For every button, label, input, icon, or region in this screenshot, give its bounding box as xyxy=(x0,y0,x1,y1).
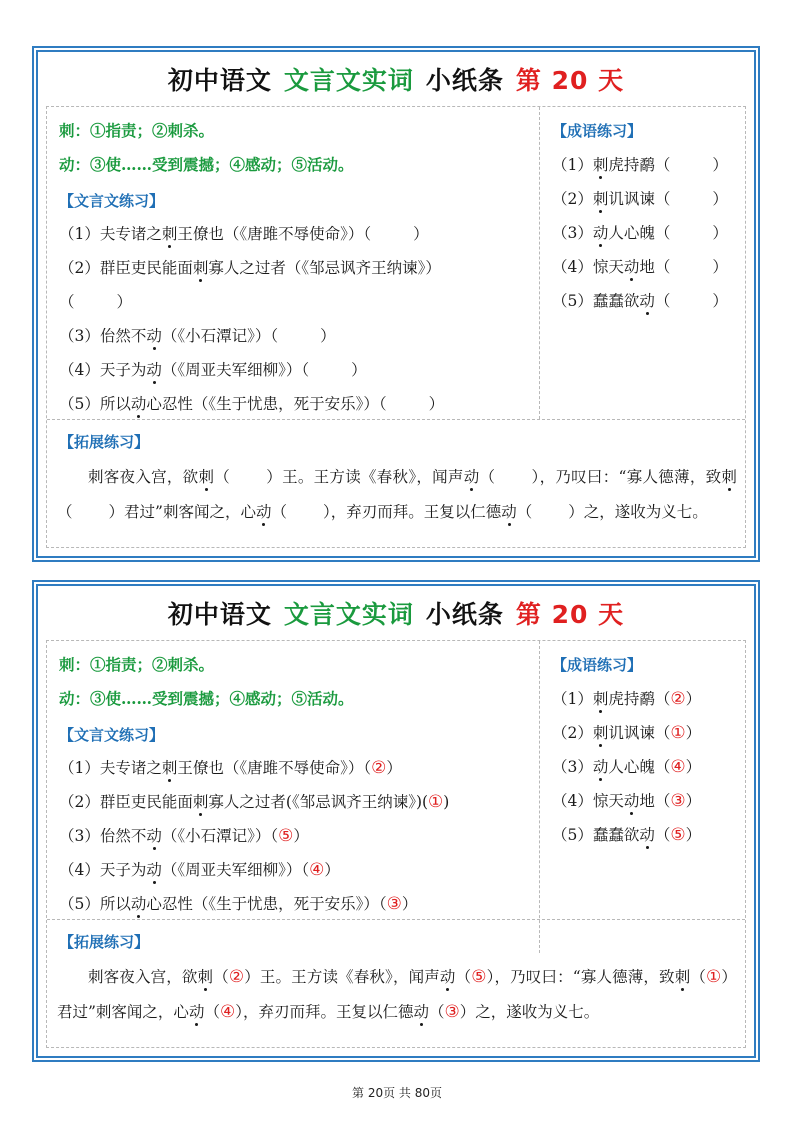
section-heading: 【拓展练习】 xyxy=(59,433,150,451)
wenyan-panel xyxy=(47,641,540,953)
section-heading: 【文言文练习】 xyxy=(59,192,165,210)
question-item-wrap: （ ） xyxy=(59,293,133,311)
answer: ④ xyxy=(670,757,686,777)
section-heading: 【成语练习】 xyxy=(552,656,643,674)
definition-ci: 刺：①指责；②刺杀。 xyxy=(59,655,215,674)
answer: ② xyxy=(670,689,686,709)
definition-ci: 刺：①指责；②刺杀。 xyxy=(59,121,215,140)
idiom-item: （5）蠢蠢欲动（ ） xyxy=(552,292,728,310)
answer: ③ xyxy=(386,894,402,914)
idiom-item: （3）动人心魄（④） xyxy=(552,757,702,777)
content-frame xyxy=(46,106,746,548)
section-heading: 【拓展练习】 xyxy=(59,933,150,951)
question-item: （3）佁然不动（《小石潭记》）（⑤） xyxy=(59,826,309,846)
answer: ④ xyxy=(309,860,325,880)
title-subject: 初中语文 xyxy=(167,66,272,95)
page-footer: 第 20页 共 80页 xyxy=(352,1086,442,1100)
idiom-item: （2）刺讥讽谏（ ） xyxy=(552,190,728,208)
answer: ① xyxy=(428,792,444,812)
answer: ④ xyxy=(219,1002,236,1022)
question-item: （2）群臣吏民能面刺寡人之过者（《邹忌讽齐王纳谏》） xyxy=(59,259,441,277)
question-item: （4）天子为动（《周亚夫军细柳》）（ ） xyxy=(59,361,367,379)
title-type: 小纸条 xyxy=(425,66,504,95)
extension-paragraph: 刺客夜入宫，欲刺（②）王。王方读《春秋》，闻声动（⑤），乃叹曰：“寡人德薄，致刺（①）君过”刺客闻之，心动（④），弃刃而拜。王复以仁德动（③）之，遂收为义七。 xyxy=(57,967,737,1022)
answer: ① xyxy=(706,967,722,987)
idiom-item: （1）刺虎持鹬（②） xyxy=(552,689,702,709)
answer: ⑤ xyxy=(471,967,487,987)
question-item: （1）夫专诸之刺王僚也（《唐雎不辱使命》）（②） xyxy=(59,758,402,778)
definition-dong: 动：③使……受到震撼；④感动；⑤活动。 xyxy=(59,155,354,174)
section-heading: 【成语练习】 xyxy=(552,122,643,140)
question-item: （5）所以动心忍性（《生于忧患，死于安乐》）（ ） xyxy=(59,395,445,413)
answer-card xyxy=(36,584,756,1058)
card-title xyxy=(38,52,754,106)
card-title xyxy=(38,586,754,640)
exercise-card xyxy=(36,50,756,558)
title-topic: 文言文实词 xyxy=(283,66,414,95)
question-item: （4）天子为动（《周亚夫军细柳》）（④） xyxy=(59,860,340,880)
extension-paragraph: 刺客夜入宫，欲刺（ ）王。王方读《春秋》，闻声动（ ），乃叹曰：“寡人德薄，致刺（ ）君过”刺客闻之，心动（ ），弃刃而拜。王复以仁德动（ ）之，遂收为义七。 xyxy=(57,468,737,521)
question-item: （2）群臣吏民能面刺寡人之过者(《邹忌讽齐王纳谏》)(①) xyxy=(59,792,450,812)
idiom-item: （4）惊天动地（ ） xyxy=(552,258,728,276)
definition-dong: 动：③使……受到震撼；④感动；⑤活动。 xyxy=(59,689,354,708)
idiom-item: （4）惊天动地（③） xyxy=(552,791,702,811)
wenyan-panel xyxy=(47,107,540,419)
title-type: 小纸条 xyxy=(425,600,504,629)
question-item: （3）佁然不动（《小石潭记》）（ ） xyxy=(59,327,336,345)
question-item: （1）夫专诸之刺王僚也（《唐雎不辱使命》）（ ） xyxy=(59,225,429,243)
idiom-panel xyxy=(540,641,745,953)
idiom-item: （5）蠢蠢欲动（⑤） xyxy=(552,825,702,845)
title-day: 第 20 天 xyxy=(515,66,625,95)
answer: ⑤ xyxy=(670,825,686,845)
section-heading: 【文言文练习】 xyxy=(59,726,165,744)
question-item: （5）所以动心忍性（《生于忧患，死于安乐》）（③） xyxy=(59,894,418,914)
idiom-item: （1）刺虎持鹬（ ） xyxy=(552,156,728,174)
idiom-panel xyxy=(540,107,745,419)
title-day: 第 20 天 xyxy=(515,600,625,629)
answer: ⑤ xyxy=(278,826,294,846)
extension-panel xyxy=(47,419,745,547)
answer: ② xyxy=(371,758,387,778)
title-topic: 文言文实词 xyxy=(283,600,414,629)
answer: ③ xyxy=(670,791,686,811)
content-frame xyxy=(46,640,746,1048)
answer: ① xyxy=(670,723,686,743)
idiom-item: （2）刺讥讽谏（①） xyxy=(552,723,702,743)
idiom-item: （3）动人心魄（ ） xyxy=(552,224,728,242)
extension-panel xyxy=(47,919,745,1047)
answer: ② xyxy=(228,967,245,987)
answer: ③ xyxy=(444,1002,460,1022)
title-subject: 初中语文 xyxy=(167,600,272,629)
